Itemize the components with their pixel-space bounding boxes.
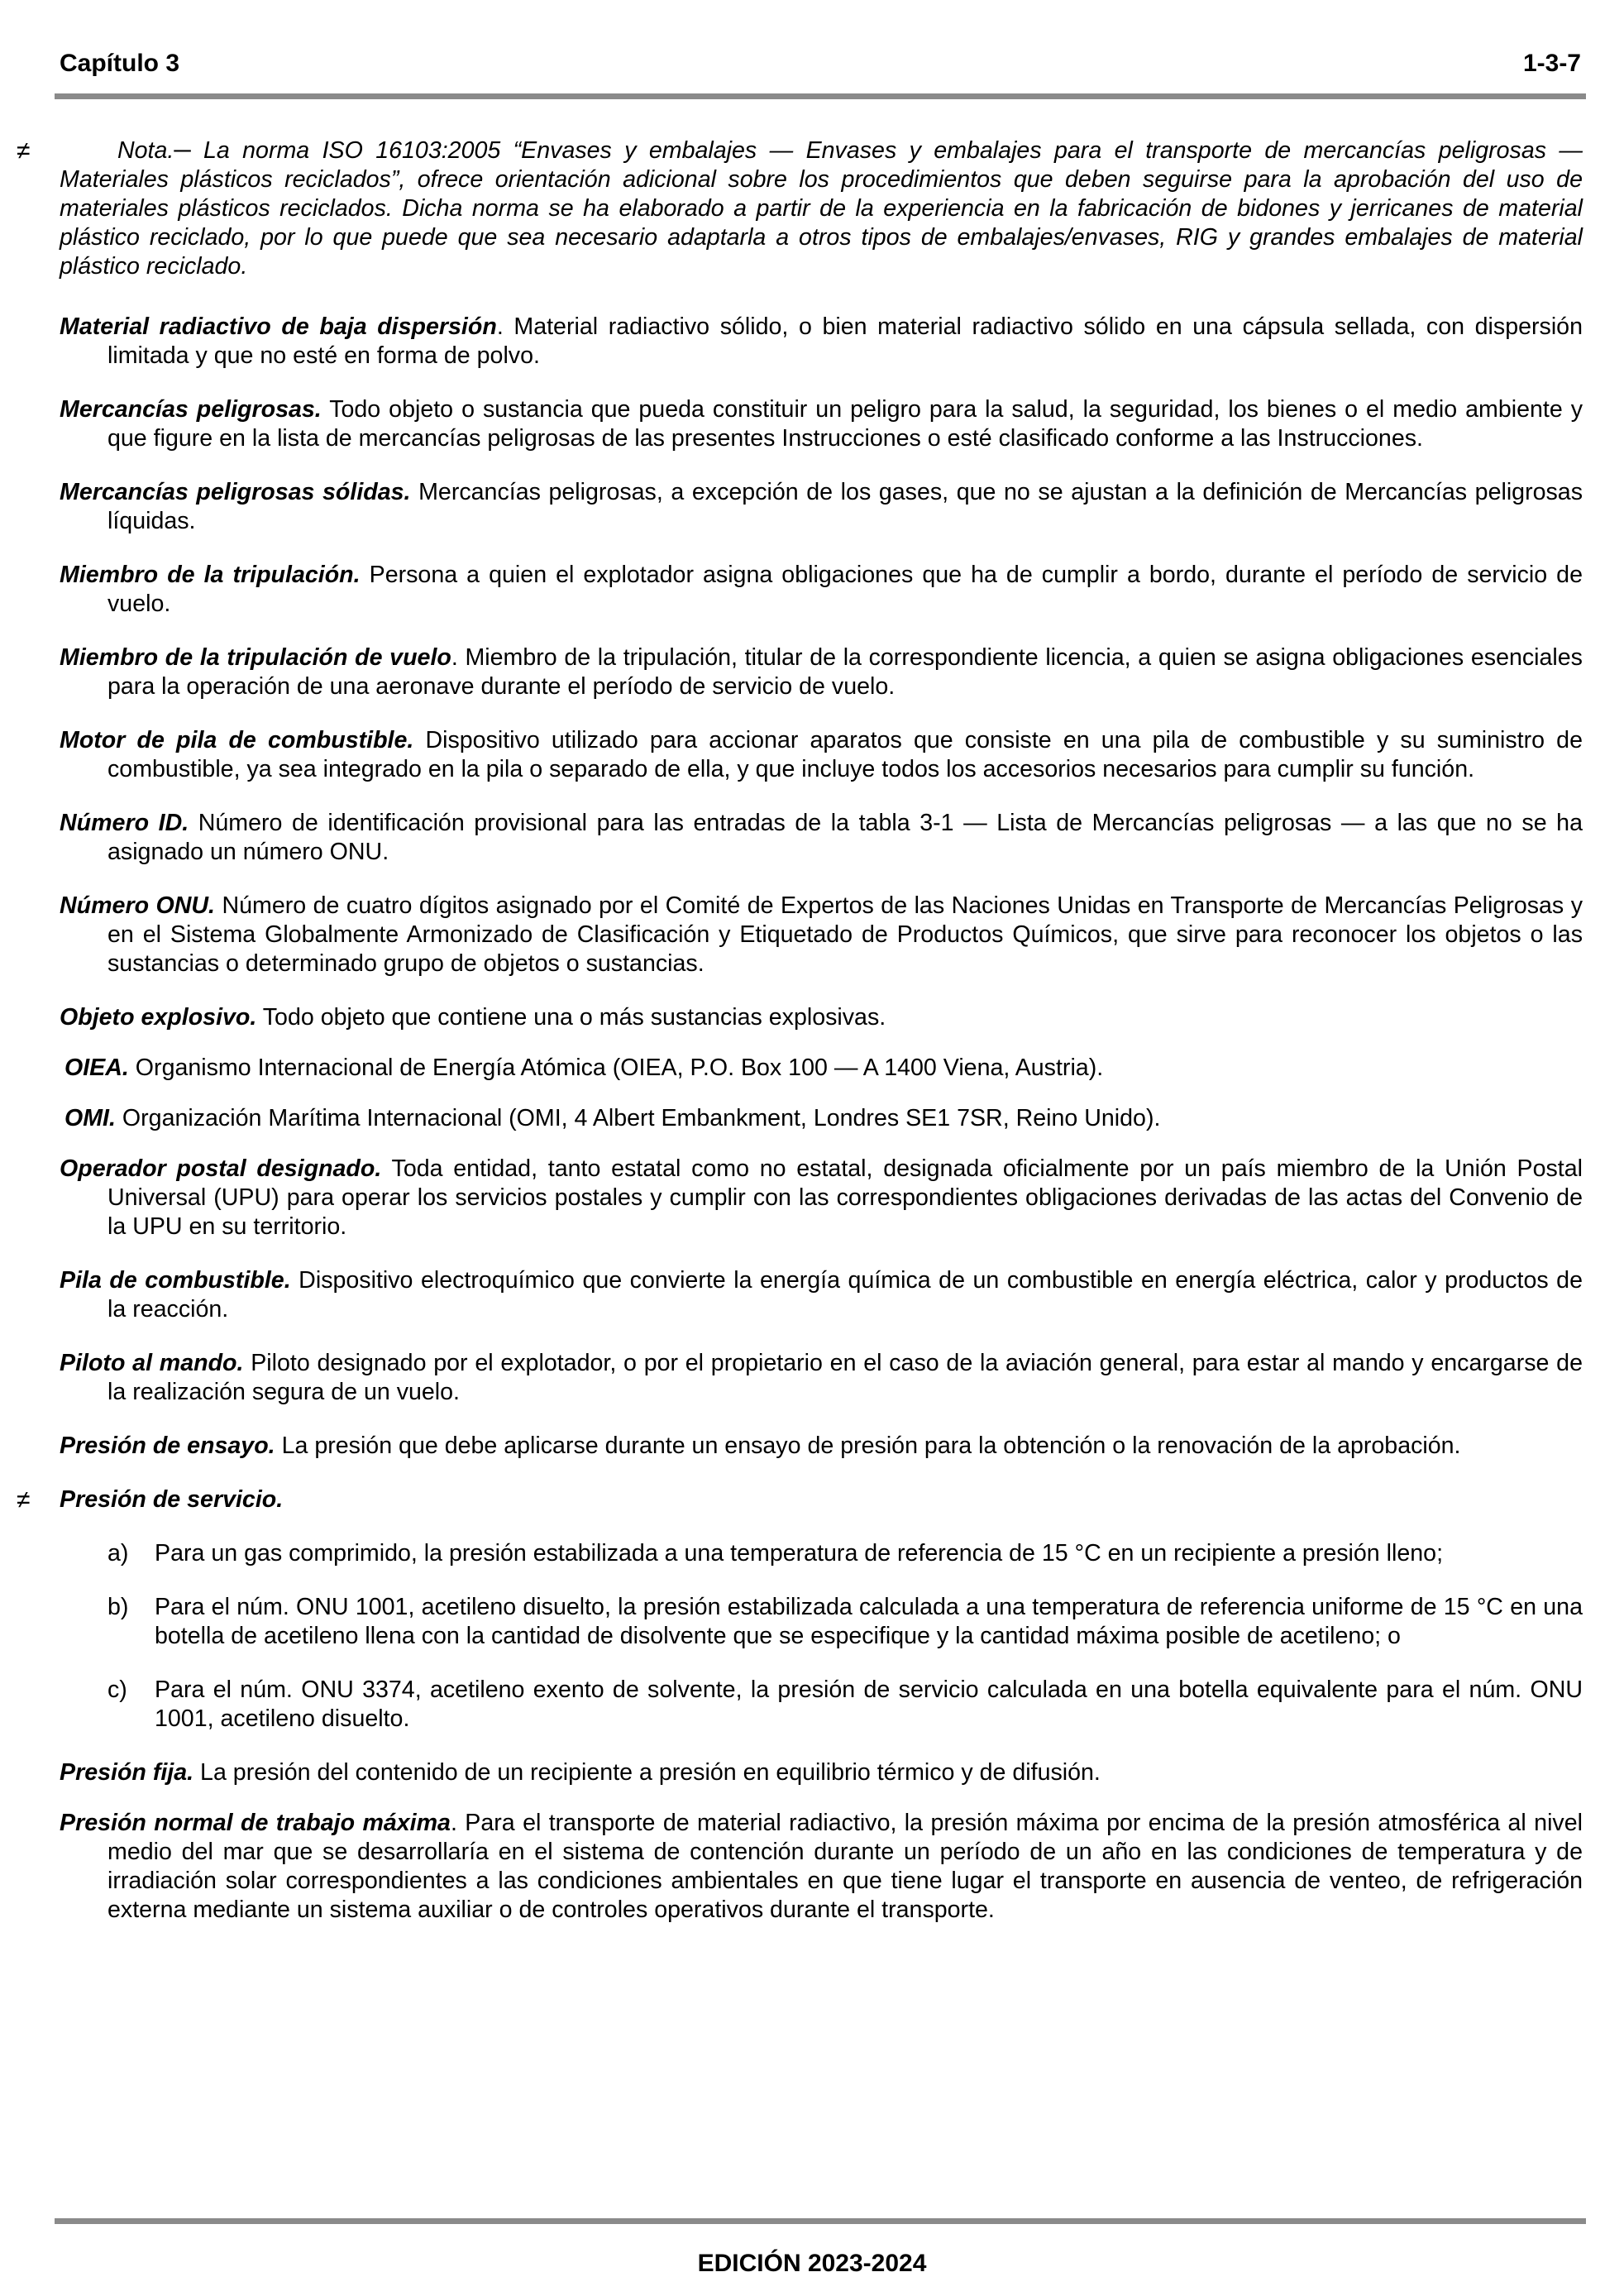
definition-text: Todo objeto o sustancia que pueda constituir un peligro para la salud, la seguridad, los bienes o el medio ambiente y que figure en la lista de mercancías peligrosas de las presentes Instrucciones o esté clasificado conforme a las Instrucciones. <box>107 396 1583 452</box>
list-item <box>107 1676 1583 1734</box>
definition-entry <box>60 726 1583 784</box>
definition-entry <box>60 395 1583 453</box>
definition-entry <box>60 478 1583 536</box>
definition-entry <box>60 1809 1583 1925</box>
page-number: 1-3-7 <box>1522 50 1581 77</box>
definition-text: . Para el transporte de material radiactivo, la presión máxima por encima de la presión atmosférica al nivel medio del mar que se desarrollaría en el sistema de contención durante un período de un año en las condiciones de temperatura y de irradiación solar correspondientes a las condiciones ambientales en que tiene lugar el transporte en ausencia de venteo, de refrigeración externa mediante un sistema auxiliar o de controles operativos durante el transporte. <box>107 1810 1583 1923</box>
definition-text: La presión que debe aplicarse durante un ensayo de presión para la obtención o la renovación de la aprobación. <box>275 1433 1461 1459</box>
definition-text: Piloto designado por el explotador, o por el propietario en el caso de la aviación general, para estar al mando y encargarse de la realización segura de un vuelo. <box>107 1350 1583 1405</box>
definition-term: Número ONU. <box>60 892 215 919</box>
definitions-body <box>17 136 1583 1949</box>
list-item <box>107 1593 1583 1651</box>
definition-term: Operador postal designado. <box>60 1155 382 1182</box>
definition-entry <box>60 1054 1583 1083</box>
definition-entry <box>60 1104 1583 1133</box>
definition-text: Mercancías peligrosas, a excepción de los gases, que no se ajustan a la definición de Mercancías peligrosas líquidas. <box>107 479 1583 534</box>
definition-text: . Miembro de la tripulación, titular de la correspondiente licencia, a quien se asigna obligaciones esenciales para la operación de una aeronave durante el período de servicio de vuelo. <box>107 644 1583 700</box>
definition-text: Persona a quien el explotador asigna obligaciones que ha de cumplir a bordo, durante el período de servicio de vuelo. <box>107 562 1583 617</box>
definition-term: Miembro de la tripulación. <box>60 562 361 588</box>
definition-entry <box>60 809 1583 867</box>
list-item-label: b) <box>107 1594 129 1620</box>
definition-text: Organización Marítima Internacional (OMI, 4 Albert Embankment, Londres SE1 7SR, Reino Unido). <box>115 1105 1161 1131</box>
definition-entry <box>60 1155 1583 1241</box>
definition-entry <box>60 1758 1583 1787</box>
list-item-text: Para un gas comprimido, la presión estabilizada a una temperatura de referencia de 15 °C en un recipiente a presión lleno; <box>155 1540 1444 1567</box>
definition-text: . Material radiactivo sólido, o bien material radiactivo sólido en una cápsula sellada, con dispersión limitada y que no esté en forma de polvo. <box>107 313 1583 369</box>
definition-term: Mercancías peligrosas sólidas. <box>60 479 411 505</box>
definition-entry <box>60 643 1583 701</box>
iso-note <box>17 136 1583 281</box>
definition-entry <box>60 1432 1583 1461</box>
definition-entry-presion-servicio <box>17 1485 1583 1514</box>
change-mark: ≠ <box>17 137 31 165</box>
definition-term: Objeto explosivo. <box>60 1004 257 1031</box>
change-mark: ≠ <box>17 1486 31 1514</box>
definition-term: OIEA. <box>64 1055 129 1081</box>
list-item-label: c) <box>107 1677 127 1703</box>
list-item-text: Para el núm. ONU 1001, acetileno disuelto, la presión estabilizada calculada a una temperatura de referencia uniforme de 15 °C en una botella de acetileno llena con la cantidad de disolvente que se especifique y la cantidad máxima posible de acetileno; o <box>155 1594 1583 1649</box>
definition-text: Organismo Internacional de Energía Atómica (OIEA, P.O. Box 100 — A 1400 Viena, Austria). <box>128 1055 1104 1081</box>
definition-term: Presión de servicio. <box>60 1486 284 1513</box>
definition-term: Presión normal de trabajo máxima <box>60 1810 451 1836</box>
definition-term: Presión de ensayo. <box>60 1433 275 1459</box>
header-rule <box>55 93 1586 99</box>
definition-text: Toda entidad, tanto estatal como no estatal, designada oficialmente por un país miembro de la Unión Postal Universal (UPU) para operar los servicios postales y cumplir con las correspondientes obligaciones derivadas de las actas del Convenio de la UPU en su territorio. <box>107 1155 1583 1240</box>
definition-term: Mercancías peligrosas. <box>60 396 322 423</box>
definition-term: Presión fija. <box>60 1759 194 1786</box>
definition-term: Pila de combustible. <box>60 1267 291 1294</box>
definition-entry <box>60 313 1583 371</box>
definition-text: Dispositivo electroquímico que convierte la energía química de un combustible en energía eléctrica, calor y productos de la reacción. <box>107 1267 1583 1323</box>
definition-text: Todo objeto que contiene una o más sustancias explosivas. <box>256 1004 886 1031</box>
definition-text: Número de cuatro dígitos asignado por el Comité de Expertos de las Naciones Unidas en Transporte de Mercancías Peligrosas y en el Sistema Globalmente Armonizado de Clasificación y Etiquetado de Productos Químicos, que sirve para reconocer los objetos o las sustancias o determinado grupo de objetos o sustancias. <box>107 892 1583 977</box>
note-text: Nota.─ La norma ISO 16103:2005 “Envases y embalajes — Envases y embalajes para el transporte de mercancías peligrosas — Materiales plásticos reciclados”, ofrece orientación adicional sobre los procedimientos que deben seguirse para la aprobación del uso de materiales plásticos reciclados. Dicha norma se ha elaborado a partir de la experiencia en la fabricación de bidones y jerricanes de material plástico reciclado, por lo que puede que sea necesario adaptarla a otros tipos de embalajes/envases, RIG y grandes embalajes de material plástico reciclado. <box>60 137 1583 280</box>
edition-footer: EDICIÓN 2023-2024 <box>697 2250 927 2277</box>
definition-text: La presión del contenido de un recipiente a presión en equilibrio térmico y de difusión. <box>193 1759 1101 1786</box>
definition-term: Material radiactivo de baja dispersión <box>60 313 497 340</box>
definition-entry <box>60 1266 1583 1324</box>
definition-term: Motor de pila de combustible. <box>60 727 414 753</box>
definition-entry <box>60 892 1583 978</box>
definition-entry <box>60 1003 1583 1032</box>
definition-term: OMI. <box>64 1105 116 1131</box>
list-item <box>107 1539 1583 1568</box>
definition-term: Miembro de la tripulación de vuelo <box>60 644 451 671</box>
chapter-title: Capítulo 3 <box>60 50 180 77</box>
list-item-text: Para el núm. ONU 3374, acetileno exento de solvente, la presión de servicio calculada en una botella equivalente para el núm. ONU 1001, acetileno disuelto. <box>155 1677 1583 1732</box>
definition-entry <box>60 561 1583 619</box>
definition-text: Número de identificación provisional para las entradas de la tabla 3-1 — Lista de Mercancías peligrosas — a las que no se ha asignado un número ONU. <box>107 810 1583 865</box>
page-header <box>58 50 1583 83</box>
footer-rule <box>55 2218 1586 2224</box>
definition-entry <box>60 1349 1583 1407</box>
definition-term: Piloto al mando. <box>60 1350 244 1376</box>
definition-text: Dispositivo utilizado para accionar aparatos que consiste en una pila de combustible y su suministro de combustible, ya sea integrado en la pila o separado de ella, y que incluye todos los accesorios necesarios para cumplir su función. <box>107 727 1583 782</box>
list-item-label: a) <box>107 1540 129 1567</box>
definition-term: Número ID. <box>60 810 189 836</box>
